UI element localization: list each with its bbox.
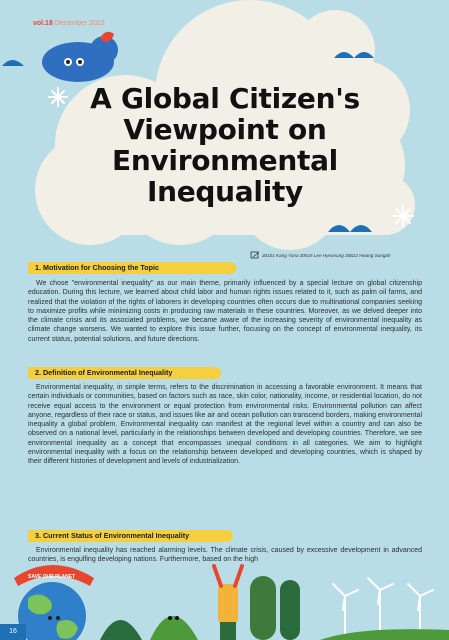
title-line: Inequality — [146, 175, 304, 208]
section-heading-current-status: 3. Current Status of Environmental Inequality — [28, 530, 233, 542]
issue-date: December 2023 — [54, 20, 105, 27]
blue-blob-character — [42, 32, 118, 82]
title-line: A Global Citizen's — [90, 82, 360, 115]
banner-text: SAVE OUR PLANET — [28, 574, 76, 580]
earth-globe-icon — [18, 582, 86, 640]
title-line: Environmental — [112, 144, 338, 177]
article-title — [60, 83, 390, 207]
hill-shape — [150, 616, 198, 640]
bottom-illustration — [0, 540, 449, 640]
section-heading-definition: 2. Definition of Environmental Inequality — [28, 367, 221, 379]
pencil-icon — [250, 251, 260, 260]
section-heading-motivation: 1. Motivation for Choosing the Topic — [28, 262, 236, 274]
bean-character — [280, 580, 300, 640]
volume-number: vol.18 — [33, 20, 53, 27]
hill-shape — [100, 620, 142, 640]
person-figure — [214, 566, 242, 640]
title-line: Viewpoint on — [123, 113, 327, 146]
section-body-motivation: We chose "environmental inequality" as our main theme, primarily influenced by a special lecture on global citizenship education. During this lecture, we learned about child labor and human rights issues related to it, such as palm oil farms, and realized that the violation of the rights of laborers in developing countries often occurs due to multinational companies seeking to maximize profits while minimizing costs in producing raw materials in these countries. Moreover, as we delved deeper into the climate crisis and its associated problems, we became aware of the increasing severity of environmental inequality as climate change worsens. We wanted to explore this issue further, focusing on the concept of environmental inequality, its current status, potential solutions, and future directions. — [28, 280, 422, 343]
page-number: 16 — [0, 624, 26, 640]
section-body-definition: Environmental inequality, in simple terms, refers to the discrimination in accessing a favorable environment. It means that certain individuals or communities, based on factors such as race, skin color, nationality, income, or residential location, do not receive equal access to the environment or equal protection from environmental risks. Environmental pollution can affect anyone, regardless of their race or status, and issues like air and ocean pollution can transcend borders, making environmental inequality a global problem. Environmental inequality can manifest at the regional level within a country and can also be observed on a national level, particularly in the relationships between developed and developing countries. Therefore, we see environmental inequality as a concept that encompasses unequal conditions in all categories. We aim to highlight environmental inequality with a focus on the relationship between developed and developing countries, which is shaped by their different histories of development and levels of industrialization. — [28, 384, 422, 465]
bean-character — [250, 576, 276, 640]
author-list: 30101 Kang Yuna 30515 Lee Hyeonung 30622 Hwang Sungah — [262, 253, 391, 258]
section-body-current-status: Environmental inequality has reached alarming levels. The climate crisis, caused by excessive development in advanced countries, is engulfing developing nations. Furthermore, based on the high — [28, 547, 422, 564]
ground-shape — [320, 629, 449, 640]
issue-label — [33, 20, 105, 27]
